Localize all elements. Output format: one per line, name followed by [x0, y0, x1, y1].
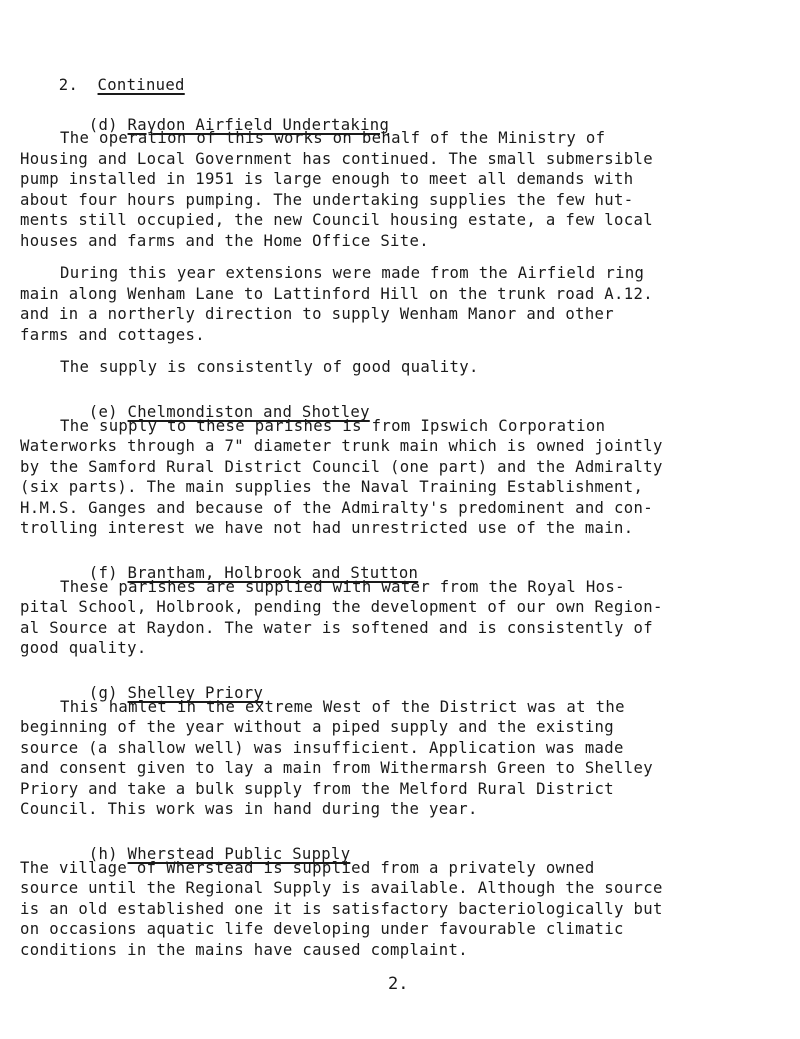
text-line: The operation of this works on behalf of the Ministry of	[60, 129, 606, 147]
text-line: Waterworks through a 7" diameter trunk main which is owned jointly	[20, 437, 663, 455]
subsection-label: (e)	[88, 403, 118, 422]
text-line: source (a shallow well) was insufficient. Application was made	[20, 738, 624, 757]
text-line: pump installed in 1951 is large enough to meet all demands with	[20, 170, 634, 188]
paragraph-h-1	[20, 858, 800, 961]
text-line: farms and cottages.	[20, 325, 206, 344]
text-line: by the Samford Rural District Council (one part) and the Admiralty	[20, 457, 663, 476]
subsection-label: (d)	[88, 115, 118, 134]
subsection-title: Brantham, Holbrook and Stutton	[127, 564, 419, 583]
text-line: on occasions aquatic life developing under favourable climatic	[20, 920, 624, 938]
text-line: This hamlet in the extreme West of the District was at the	[60, 697, 625, 716]
text-line: is an old established one it is satisfactory bacteriologically but	[20, 899, 663, 918]
text-line: houses and farms and the Home Office Site.	[20, 231, 430, 250]
subsection-label: (h)	[88, 845, 118, 864]
text-line: ments still occupied, the new Council housing estate, a few local	[20, 211, 653, 229]
text-line: During this year extensions were made from the Airfield ring	[60, 264, 645, 282]
paragraph-g-1	[20, 697, 800, 820]
subsection-label: (g)	[88, 684, 118, 703]
paragraph-e-1	[20, 416, 800, 539]
text-line: good quality.	[20, 639, 147, 657]
text-line: about four hours pumping. The undertaking supplies the few hut-	[20, 190, 634, 209]
text-line: main along Wenham Lane to Lattinford Hill on the trunk road A.12.	[20, 284, 653, 303]
page-number: 2.	[388, 974, 409, 994]
text-line: Council. This work was in hand during the year.	[20, 800, 478, 818]
text-line: pital School, Holbrook, pending the development of our own Region-	[20, 598, 663, 616]
text-line: H.M.S. Ganges and because of the Admiralty's predominent and con-	[20, 498, 653, 517]
text-line: (six parts). The main supplies the Naval Training Establishment,	[20, 478, 644, 496]
text-line: trolling interest we have not had unrestricted use of the main.	[20, 519, 634, 537]
text-line: and consent given to lay a main from Withermarsh Green to Shelley	[20, 759, 653, 777]
text-line: Priory and take a bulk supply from the Melford Rural District	[20, 779, 615, 798]
subsection-title: Chelmondiston and Shotley	[127, 403, 370, 422]
text-line: and in a northerly direction to supply Wenham Manor and other	[20, 305, 615, 323]
paragraph-d-2	[20, 263, 800, 345]
subsection-title: Wherstead Public Supply	[127, 845, 351, 864]
text-line: source until the Regional Supply is available. Although the source	[20, 879, 663, 897]
subsection-title: Raydon Airfield Undertaking	[127, 115, 390, 134]
text-line: The village of Wherstead is supplied from a privately owned	[20, 858, 595, 877]
text-line: The supply is consistently of good quality.	[60, 358, 479, 376]
text-line: conditions in the mains have caused complaint.	[20, 940, 468, 959]
text-line: beginning of the year without a piped supply and the existing	[20, 718, 615, 736]
text-line: These parishes are supplied with water from the Royal Hos-	[60, 577, 625, 596]
subsection-label: (f)	[88, 564, 118, 583]
section-number: 2.	[58, 75, 79, 94]
text-line: Housing and Local Government has continued. The small submersible	[20, 149, 653, 168]
paragraph-d-1	[20, 128, 800, 251]
subsection-title: Shelley Priory	[127, 684, 264, 703]
paragraph-f-1	[20, 577, 800, 659]
text-line: al Source at Raydon. The water is softened and is consistently of	[20, 618, 653, 637]
text-line: The supply to these parishes is from Ipswich Corporation	[60, 416, 606, 435]
paragraph-d-3	[20, 357, 800, 378]
section-title: Continued	[97, 75, 185, 94]
